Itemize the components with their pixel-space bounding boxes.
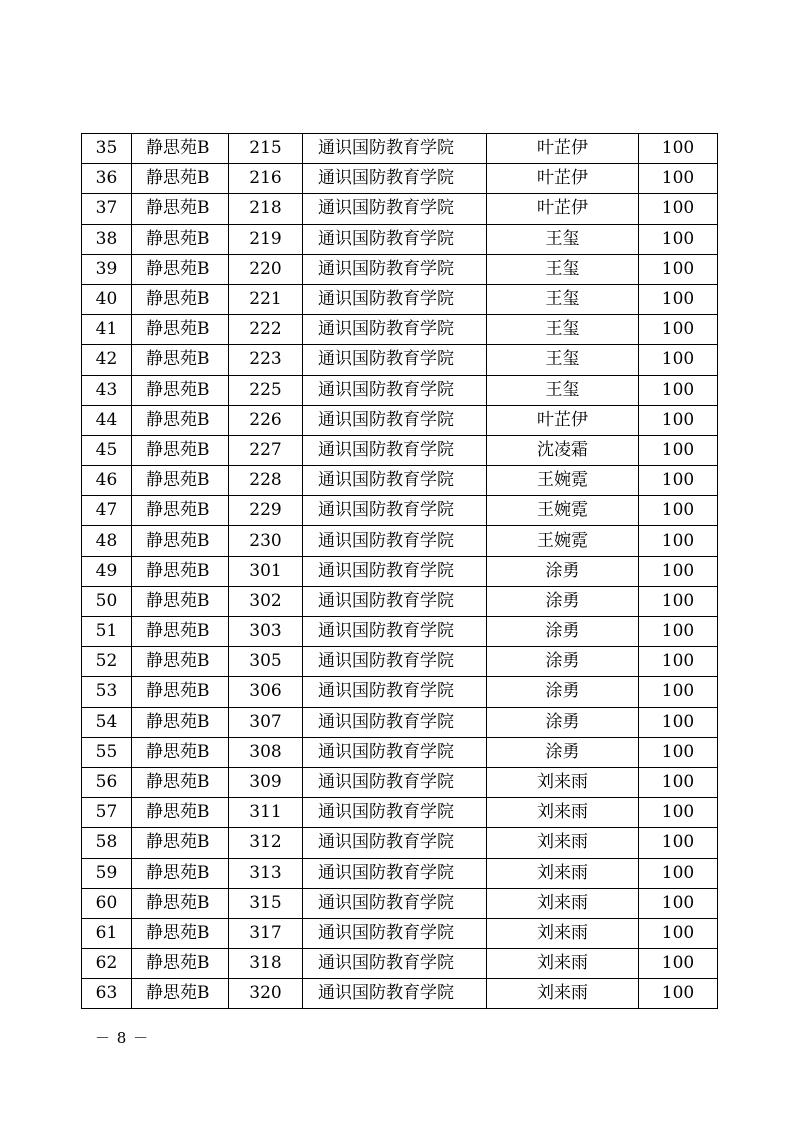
- cell-score: 100: [639, 466, 718, 496]
- cell-dorm: 静思苑B: [132, 375, 229, 405]
- cell-college: 通识国防教育学院: [303, 345, 487, 375]
- cell-room: 309: [229, 767, 303, 797]
- cell-dorm: 静思苑B: [132, 798, 229, 828]
- cell-dorm: 静思苑B: [132, 134, 229, 164]
- cell-college: 通识国防教育学院: [303, 767, 487, 797]
- table-row: [82, 254, 718, 284]
- cell-dorm: 静思苑B: [132, 767, 229, 797]
- cell-dorm: 静思苑B: [132, 647, 229, 677]
- cell-score: 100: [639, 677, 718, 707]
- cell-name: 刘来雨: [487, 828, 639, 858]
- cell-dorm: 静思苑B: [132, 164, 229, 194]
- cell-name: 刘来雨: [487, 979, 639, 1009]
- table-row: [82, 224, 718, 254]
- cell-dorm: 静思苑B: [132, 828, 229, 858]
- cell-score: 100: [639, 556, 718, 586]
- cell-score: 100: [639, 284, 718, 314]
- cell-score: 100: [639, 858, 718, 888]
- table-row: [82, 979, 718, 1009]
- table-row: [82, 737, 718, 767]
- cell-room: 229: [229, 496, 303, 526]
- cell-index: 36: [82, 164, 132, 194]
- cell-name: 叶芷伊: [487, 164, 639, 194]
- cell-score: 100: [639, 164, 718, 194]
- cell-college: 通识国防教育学院: [303, 737, 487, 767]
- cell-name: 刘来雨: [487, 858, 639, 888]
- table-row: [82, 828, 718, 858]
- cell-index: 42: [82, 345, 132, 375]
- cell-index: 58: [82, 828, 132, 858]
- cell-college: 通识国防教育学院: [303, 707, 487, 737]
- cell-name: 王玺: [487, 345, 639, 375]
- cell-room: 313: [229, 858, 303, 888]
- cell-index: 61: [82, 918, 132, 948]
- cell-score: 100: [639, 496, 718, 526]
- cell-room: 306: [229, 677, 303, 707]
- cell-index: 63: [82, 979, 132, 1009]
- cell-index: 59: [82, 858, 132, 888]
- cell-dorm: 静思苑B: [132, 254, 229, 284]
- table-row: [82, 617, 718, 647]
- table-row: [82, 647, 718, 677]
- cell-dorm: 静思苑B: [132, 617, 229, 647]
- table-row: [82, 345, 718, 375]
- cell-score: 100: [639, 586, 718, 616]
- cell-score: 100: [639, 888, 718, 918]
- table-row: [82, 134, 718, 164]
- table-row: [82, 767, 718, 797]
- cell-room: 318: [229, 949, 303, 979]
- cell-room: 308: [229, 737, 303, 767]
- cell-index: 56: [82, 767, 132, 797]
- cell-dorm: 静思苑B: [132, 496, 229, 526]
- cell-score: 100: [639, 134, 718, 164]
- cell-score: 100: [639, 949, 718, 979]
- cell-dorm: 静思苑B: [132, 345, 229, 375]
- cell-room: 312: [229, 828, 303, 858]
- cell-score: 100: [639, 798, 718, 828]
- cell-dorm: 静思苑B: [132, 526, 229, 556]
- cell-score: 100: [639, 918, 718, 948]
- table-row: [82, 466, 718, 496]
- cell-score: 100: [639, 526, 718, 556]
- cell-name: 王玺: [487, 315, 639, 345]
- table-row: [82, 526, 718, 556]
- cell-college: 通识国防教育学院: [303, 798, 487, 828]
- table-row: [82, 375, 718, 405]
- cell-name: 王玺: [487, 284, 639, 314]
- cell-name: 王玺: [487, 224, 639, 254]
- cell-score: 100: [639, 405, 718, 435]
- cell-room: 216: [229, 164, 303, 194]
- table-row: [82, 707, 718, 737]
- cell-room: 219: [229, 224, 303, 254]
- cell-score: 100: [639, 194, 718, 224]
- cell-index: 44: [82, 405, 132, 435]
- cell-college: 通识国防教育学院: [303, 164, 487, 194]
- cell-dorm: 静思苑B: [132, 315, 229, 345]
- cell-index: 41: [82, 315, 132, 345]
- cell-name: 叶芷伊: [487, 405, 639, 435]
- cell-score: 100: [639, 979, 718, 1009]
- cell-index: 55: [82, 737, 132, 767]
- cell-dorm: 静思苑B: [132, 405, 229, 435]
- cell-college: 通识国防教育学院: [303, 194, 487, 224]
- table-body: [82, 134, 718, 1009]
- cell-college: 通识国防教育学院: [303, 979, 487, 1009]
- cell-score: 100: [639, 737, 718, 767]
- cell-name: 涂勇: [487, 647, 639, 677]
- cell-index: 60: [82, 888, 132, 918]
- cell-room: 311: [229, 798, 303, 828]
- cell-college: 通识国防教育学院: [303, 526, 487, 556]
- cell-room: 223: [229, 345, 303, 375]
- page-number: － 8 －: [95, 1029, 150, 1047]
- cell-dorm: 静思苑B: [132, 466, 229, 496]
- cell-index: 43: [82, 375, 132, 405]
- cell-room: 320: [229, 979, 303, 1009]
- table-row: [82, 888, 718, 918]
- cell-name: 涂勇: [487, 617, 639, 647]
- cell-room: 302: [229, 586, 303, 616]
- cell-name: 王婉霓: [487, 496, 639, 526]
- cell-index: 57: [82, 798, 132, 828]
- cell-college: 通识国防教育学院: [303, 284, 487, 314]
- cell-college: 通识国防教育学院: [303, 918, 487, 948]
- table-row: [82, 949, 718, 979]
- cell-college: 通识国防教育学院: [303, 375, 487, 405]
- cell-dorm: 静思苑B: [132, 918, 229, 948]
- cell-dorm: 静思苑B: [132, 888, 229, 918]
- cell-name: 刘来雨: [487, 767, 639, 797]
- cell-index: 39: [82, 254, 132, 284]
- cell-college: 通识国防教育学院: [303, 315, 487, 345]
- cell-index: 48: [82, 526, 132, 556]
- cell-room: 230: [229, 526, 303, 556]
- cell-room: 227: [229, 435, 303, 465]
- cell-name: 刘来雨: [487, 918, 639, 948]
- dormitory-score-table: [81, 133, 718, 1009]
- cell-name: 涂勇: [487, 677, 639, 707]
- cell-dorm: 静思苑B: [132, 737, 229, 767]
- table-row: [82, 284, 718, 314]
- cell-index: 62: [82, 949, 132, 979]
- table-row: [82, 194, 718, 224]
- cell-dorm: 静思苑B: [132, 194, 229, 224]
- cell-dorm: 静思苑B: [132, 556, 229, 586]
- table-row: [82, 405, 718, 435]
- cell-room: 222: [229, 315, 303, 345]
- cell-college: 通识国防教育学院: [303, 435, 487, 465]
- table-row: [82, 798, 718, 828]
- cell-college: 通识国防教育学院: [303, 254, 487, 284]
- cell-name: 沈凌霜: [487, 435, 639, 465]
- cell-index: 46: [82, 466, 132, 496]
- cell-dorm: 静思苑B: [132, 677, 229, 707]
- cell-college: 通识国防教育学院: [303, 224, 487, 254]
- cell-name: 涂勇: [487, 586, 639, 616]
- cell-name: 王玺: [487, 254, 639, 284]
- cell-name: 涂勇: [487, 556, 639, 586]
- cell-college: 通识国防教育学院: [303, 647, 487, 677]
- cell-index: 47: [82, 496, 132, 526]
- cell-college: 通识国防教育学院: [303, 617, 487, 647]
- cell-score: 100: [639, 254, 718, 284]
- cell-college: 通识国防教育学院: [303, 586, 487, 616]
- cell-room: 315: [229, 888, 303, 918]
- table-row: [82, 496, 718, 526]
- cell-room: 220: [229, 254, 303, 284]
- cell-index: 54: [82, 707, 132, 737]
- cell-score: 100: [639, 828, 718, 858]
- cell-index: 50: [82, 586, 132, 616]
- table-row: [82, 677, 718, 707]
- cell-dorm: 静思苑B: [132, 949, 229, 979]
- cell-college: 通识国防教育学院: [303, 949, 487, 979]
- cell-index: 38: [82, 224, 132, 254]
- cell-college: 通识国防教育学院: [303, 828, 487, 858]
- cell-dorm: 静思苑B: [132, 707, 229, 737]
- cell-dorm: 静思苑B: [132, 858, 229, 888]
- table-row: [82, 918, 718, 948]
- cell-score: 100: [639, 647, 718, 677]
- cell-room: 317: [229, 918, 303, 948]
- cell-name: 王婉霓: [487, 526, 639, 556]
- cell-dorm: 静思苑B: [132, 586, 229, 616]
- cell-college: 通识国防教育学院: [303, 466, 487, 496]
- cell-room: 307: [229, 707, 303, 737]
- cell-name: 叶芷伊: [487, 194, 639, 224]
- cell-college: 通识国防教育学院: [303, 888, 487, 918]
- cell-college: 通识国防教育学院: [303, 677, 487, 707]
- table-row: [82, 556, 718, 586]
- table-row: [82, 435, 718, 465]
- cell-score: 100: [639, 345, 718, 375]
- cell-room: 301: [229, 556, 303, 586]
- cell-score: 100: [639, 617, 718, 647]
- table-row: [82, 586, 718, 616]
- cell-dorm: 静思苑B: [132, 979, 229, 1009]
- cell-room: 226: [229, 405, 303, 435]
- cell-score: 100: [639, 707, 718, 737]
- cell-score: 100: [639, 375, 718, 405]
- cell-score: 100: [639, 435, 718, 465]
- cell-room: 225: [229, 375, 303, 405]
- table-row: [82, 164, 718, 194]
- cell-index: 37: [82, 194, 132, 224]
- table-row: [82, 315, 718, 345]
- cell-score: 100: [639, 767, 718, 797]
- cell-college: 通识国防教育学院: [303, 556, 487, 586]
- cell-score: 100: [639, 315, 718, 345]
- cell-name: 叶芷伊: [487, 134, 639, 164]
- cell-name: 涂勇: [487, 737, 639, 767]
- cell-college: 通识国防教育学院: [303, 496, 487, 526]
- cell-room: 221: [229, 284, 303, 314]
- cell-name: 刘来雨: [487, 798, 639, 828]
- cell-college: 通识国防教育学院: [303, 858, 487, 888]
- cell-index: 35: [82, 134, 132, 164]
- cell-name: 涂勇: [487, 707, 639, 737]
- cell-room: 218: [229, 194, 303, 224]
- cell-dorm: 静思苑B: [132, 224, 229, 254]
- cell-index: 53: [82, 677, 132, 707]
- cell-name: 刘来雨: [487, 949, 639, 979]
- table-row: [82, 858, 718, 888]
- cell-index: 45: [82, 435, 132, 465]
- cell-index: 51: [82, 617, 132, 647]
- cell-room: 303: [229, 617, 303, 647]
- cell-index: 52: [82, 647, 132, 677]
- cell-room: 305: [229, 647, 303, 677]
- cell-room: 228: [229, 466, 303, 496]
- cell-name: 王婉霓: [487, 466, 639, 496]
- cell-college: 通识国防教育学院: [303, 134, 487, 164]
- cell-index: 40: [82, 284, 132, 314]
- cell-dorm: 静思苑B: [132, 284, 229, 314]
- cell-college: 通识国防教育学院: [303, 405, 487, 435]
- cell-room: 215: [229, 134, 303, 164]
- cell-name: 王玺: [487, 375, 639, 405]
- cell-dorm: 静思苑B: [132, 435, 229, 465]
- cell-score: 100: [639, 224, 718, 254]
- cell-index: 49: [82, 556, 132, 586]
- cell-name: 刘来雨: [487, 888, 639, 918]
